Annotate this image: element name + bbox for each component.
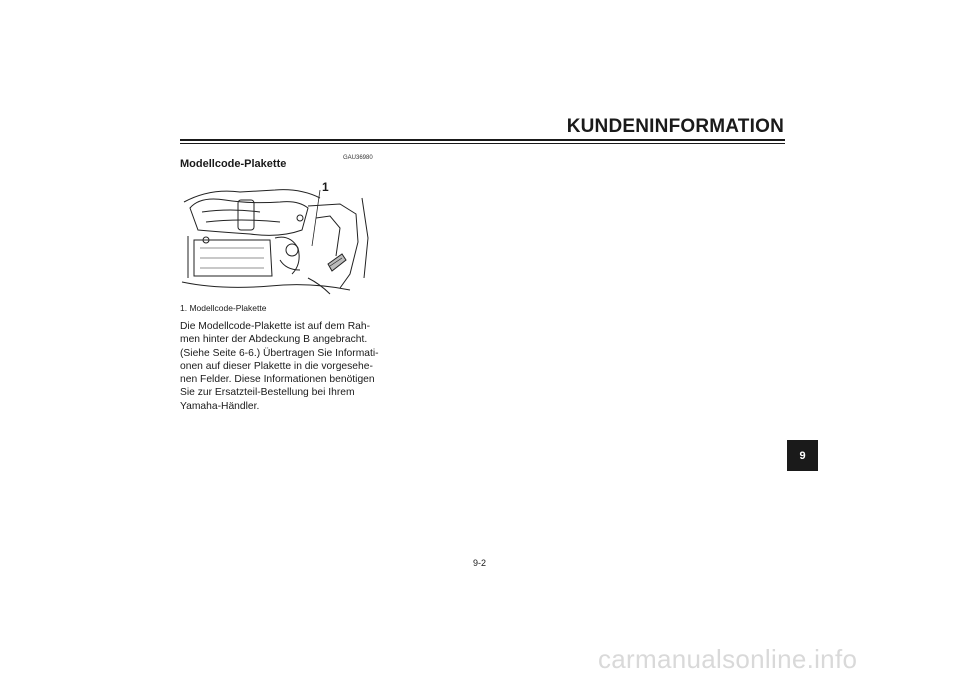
page-number: 9-2	[473, 558, 487, 568]
figure-callout-number: 1	[322, 180, 329, 194]
body-paragraph: Die Modellcode-Plakette ist auf dem Rah- men hinter der Abdeckung B angebracht. (Siehe Seite 6-6.) Übertragen Sie Informati- onen auf dieser Plakette in die vorgesehe- nen Felder. Diese Informationen benötigen Sie zur Ersatzteil-Bestellung bei Ihrem Yamaha-Händler.	[180, 321, 379, 412]
page-header-title: KUNDENINFORMATION	[566, 116, 784, 137]
section-heading: Modellcode-Plakette	[180, 158, 287, 170]
chapter-tab: 9	[787, 440, 818, 471]
watermark-text: carmanualsonline.info	[598, 644, 858, 674]
header-rule-thin	[180, 143, 785, 144]
reference-code: GAU36980	[343, 155, 373, 161]
header-rule-thick	[180, 139, 785, 141]
model-plate-illustration	[180, 178, 372, 298]
figure-caption: 1. Modellcode-Plakette	[180, 303, 267, 313]
